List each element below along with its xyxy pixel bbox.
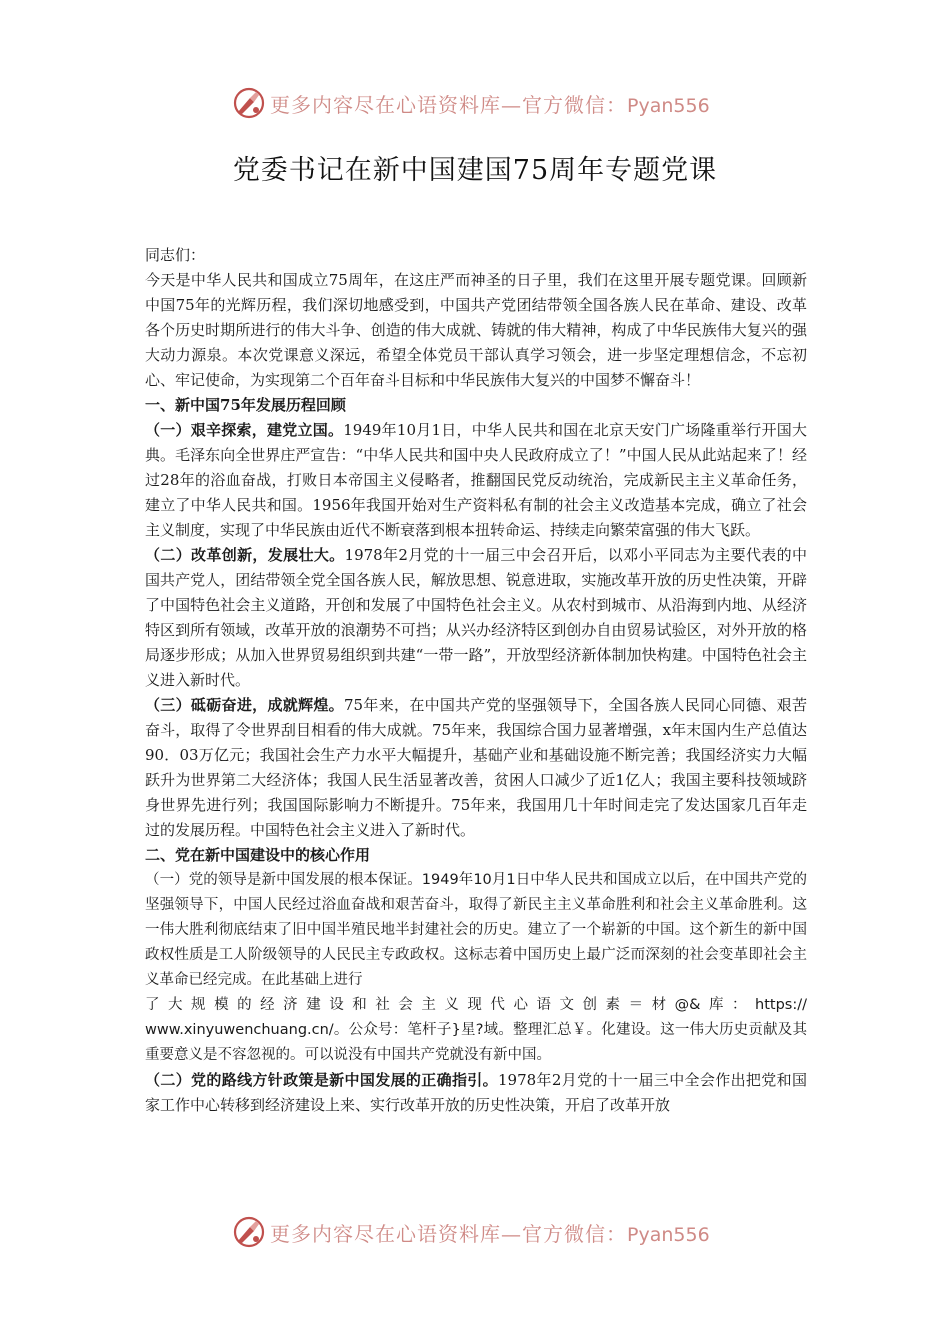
paragraph-lead: （二）改革创新，发展壮大。 [145,546,345,564]
paragraph-body: 1978年2月党的十一届三中全会作出把党和国家工作中心转移到经济建设上来、实行改革开放的历史性决策，开启了改革开放 [145,1071,807,1114]
paragraph-body: 1949年10月1日中华人民共和国成立以后，在中国共产党的坚强领导下，中国人民经过浴血奋战和艰苦奋斗，取得了新民主主义革命胜利和社会主义革命胜利。这一伟大胜利彻底结束了旧中国半殖民地半封建社会的历史。建立了一个崭新的中国。这个新生的新中国政权性质是工人阶级领导的人民民主专政政权。这标志着中国历史上最广泛而深刻的社会变革即社会主义革命已经完成。在此基础上进行 [145,872,808,988]
watermark-text: 更多内容尽在心语资料库—官方微信：Pyan556 [270,92,710,117]
paragraph-body: 1949年10月1日，中华人民共和国在北京天安门广场隆重举行开国大典。毛泽东向全世界庄严宣告：“中华人民共和国中央人民政府成立了！”中国人民从此站起来了！经过28年的浴血奋战，打败日本帝国主义侵略者，推翻国民党反动统治，完成新民主主义革命任务，建立了中华人民共和国。1956年我国开始对生产资料私有制的社会主义改造基本完成，确立了社会主义制度，实现了中华民族由近代不断衰落到根本扭转命运、持续走向繁荣富强的伟大飞跃。 [145,421,807,539]
document-body [145,243,807,1118]
paragraph-1-2 [145,543,807,693]
wechat-id: Pyan556 [627,1223,710,1246]
footer-watermark [0,1212,950,1252]
paragraph-lead: （一）党的领导是新中国发展的根本保证。 [145,872,422,888]
paragraph-2-2 [145,1068,807,1118]
paragraph-lead: （三）砥砺奋进，成就辉煌。 [145,696,344,714]
watermark-text: 更多内容尽在心语资料库—官方微信：Pyan556 [270,1221,710,1246]
logo-icon [232,86,266,120]
paragraph-1-3 [145,693,807,843]
paragraph-2-1-tail: www.xinyuwenchuang.cn/。公众号：笔杆子}星?域。整理汇总￥。化建设。这一伟大历史贡献及其重要意义是不容忽视的。可以说没有中国共产党就没有新中国。 [145,1022,807,1063]
section-heading-2: 二、党在新中国建设中的核心作用 [145,846,371,864]
header-watermark [0,83,950,123]
paragraph-1-1 [145,418,807,543]
intro-paragraph: 今天是中华人民共和国成立75周年，在这庄严而神圣的日子里，我们在这里开展专题党课。回顾新中国75年的光辉历程，我们深切地感受到，中国共产党团结带领全国各族人民在革命、建设、改革各个历史时期所进行的伟大斗争、创造的伟大成就、铸就的伟大精神，构成了中华民族伟大复兴的强大动力源泉。本次党课意义深远，希望全体党员干部认真学习领会，进一步坚定理想信念，不忘初心、牢记使命，为实现第二个百年奋斗目标和中华民族伟大复兴的中国梦不懈奋斗！ [145,271,807,389]
page-title: 党委书记在新中国建国75周年专题党课 [232,155,718,186]
paragraph-body: 75年来，在中国共产党的坚强领导下，全国各族人民同心同德、艰苦奋斗，取得了令世界刮目相看的伟大成就。75年来，我国综合国力显著增强，x年末国内生产总值达90．03万亿元；我国社会生产力水平大幅提升，基础产业和基础设施不断完善；我国经济实力大幅跃升为世界第二大经济体；我国人民生活显著改善，贫困人口减少了近1亿人；我国主要科技领域跻身世界先进行列；我国国际影响力不断提升。75年来，我国用几十年时间走完了发达国家几百年走过的发展历程。中国特色社会主义进入了新时代。 [145,696,807,839]
greeting: 同志们： [145,246,206,264]
wechat-id: Pyan556 [627,94,710,117]
paragraph-lead: （一）艰辛探索，建党立国。 [145,421,344,439]
paragraph-body: 1978年2月党的十一届三中会召开后，以邓小平同志为主要代表的中国共产党人，团结带领全党全国各族人民，解放思想、锐意进取，实施改革开放的历史性决策，开辟了中国特色社会主义道路，开创和发展了中国特色社会主义。从农村到城市、从沿海到内地、从经济特区到所有领域，改革开放的浪潮势不可挡；从兴办经济特区到创办自由贸易试验区，对外开放的格局逐步形成；从加入世界贸易组织到共建“一带一路”，开放型经济新体制加快构建。中国特色社会主义进入新时代。 [145,546,807,689]
logo-icon [232,1215,266,1249]
paragraph-lead: （二）党的路线方针政策是新中国发展的正确指引。 [145,1071,498,1089]
paragraph-2-1-line: 了大规模的经济建设和社会主义现代心语文创素＝材@&库：https:// [145,997,807,1013]
paragraph-2-1 [145,868,807,993]
section-heading-1: 一、新中国75年发展历程回顾 [145,396,346,414]
